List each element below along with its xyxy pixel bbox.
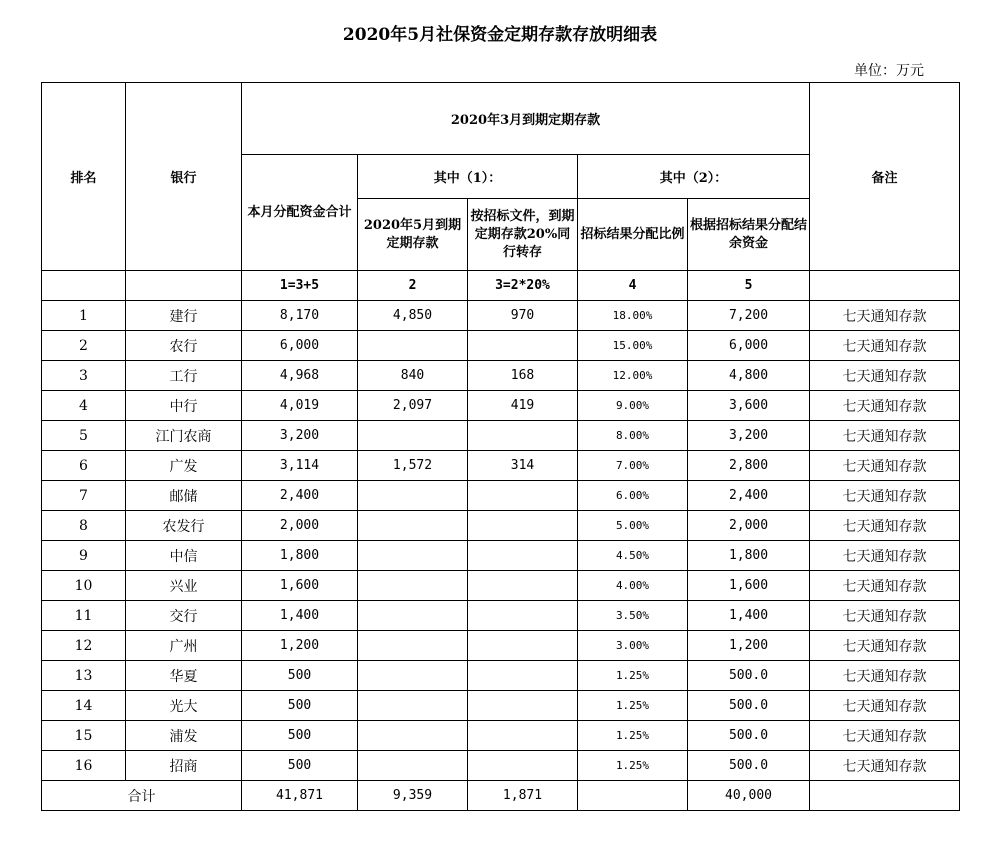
allocation-cell: 3,600: [688, 391, 810, 421]
bank-cell: 工行: [126, 361, 242, 391]
transfer-cell: [468, 421, 578, 451]
total-cell: 500: [242, 691, 358, 721]
table-row: [42, 481, 960, 511]
formula-cell: 5: [688, 271, 810, 301]
bank-cell: 建行: [126, 301, 242, 331]
due-cell: [358, 661, 468, 691]
allocation-cell: 1,400: [688, 601, 810, 631]
due-cell: [358, 631, 468, 661]
transfer-cell: 419: [468, 391, 578, 421]
table-row: [42, 751, 960, 781]
table-row: [42, 601, 960, 631]
header-monthly-total: 本月分配资金合计: [242, 155, 358, 271]
bank-cell: 农行: [126, 331, 242, 361]
ratio-cell: 1.25%: [578, 721, 688, 751]
rank-cell: 11: [42, 601, 126, 631]
due-cell: [358, 751, 468, 781]
rank-cell: 13: [42, 661, 126, 691]
transfer-cell: [468, 721, 578, 751]
transfer-cell: [468, 601, 578, 631]
totals-ratio-cell: [578, 781, 688, 811]
total-cell: 4,968: [242, 361, 358, 391]
totals-remark-cell: [810, 781, 960, 811]
rank-cell: 3: [42, 361, 126, 391]
total-cell: 1,400: [242, 601, 358, 631]
due-cell: [358, 481, 468, 511]
rank-cell: 8: [42, 511, 126, 541]
transfer-cell: [468, 691, 578, 721]
header-ratio: 招标结果分配比例: [578, 199, 688, 271]
allocation-cell: 500.0: [688, 661, 810, 691]
total-cell: 2,000: [242, 511, 358, 541]
bank-cell: 邮储: [126, 481, 242, 511]
bank-cell: 交行: [126, 601, 242, 631]
due-cell: 2,097: [358, 391, 468, 421]
totals-due-cell: 9,359: [358, 781, 468, 811]
table-body: [42, 271, 960, 811]
ratio-cell: 3.00%: [578, 631, 688, 661]
remark-cell: 七天通知存款: [810, 301, 960, 331]
remark-cell: 七天通知存款: [810, 331, 960, 361]
bank-cell: 中行: [126, 391, 242, 421]
totals-allocation-cell: 40,000: [688, 781, 810, 811]
rank-cell: 15: [42, 721, 126, 751]
table-row: [42, 571, 960, 601]
transfer-cell: 168: [468, 361, 578, 391]
due-cell: 1,572: [358, 451, 468, 481]
bank-cell: 光大: [126, 691, 242, 721]
bank-cell: 江门农商: [126, 421, 242, 451]
allocation-cell: 500.0: [688, 691, 810, 721]
allocation-cell: 2,400: [688, 481, 810, 511]
transfer-cell: [468, 751, 578, 781]
deposit-table: [41, 82, 960, 811]
formula-cell-empty: [42, 271, 126, 301]
total-cell: 500: [242, 661, 358, 691]
transfer-cell: [468, 331, 578, 361]
bank-cell: 中信: [126, 541, 242, 571]
ratio-cell: 15.00%: [578, 331, 688, 361]
table-row: [42, 331, 960, 361]
header-remark: 备注: [810, 83, 960, 271]
unit-label: 单位：万元: [854, 63, 924, 79]
totals-transfer-cell: 1,871: [468, 781, 578, 811]
ratio-cell: 4.00%: [578, 571, 688, 601]
rank-cell: 10: [42, 571, 126, 601]
formula-row: [42, 271, 960, 301]
transfer-cell: [468, 481, 578, 511]
ratio-cell: 9.00%: [578, 391, 688, 421]
due-cell: [358, 601, 468, 631]
table-row: [42, 301, 960, 331]
transfer-cell: [468, 541, 578, 571]
due-cell: [358, 571, 468, 601]
remark-cell: 七天通知存款: [810, 661, 960, 691]
remark-cell: 七天通知存款: [810, 421, 960, 451]
allocation-cell: 500.0: [688, 751, 810, 781]
header-group: 2020年3月到期定期存款: [242, 83, 810, 155]
header-allocation: 根据招标结果分配结余资金: [688, 199, 810, 271]
formula-cell-empty: [810, 271, 960, 301]
rank-cell: 7: [42, 481, 126, 511]
table-row: [42, 691, 960, 721]
bank-cell: 农发行: [126, 511, 242, 541]
allocation-cell: 7,200: [688, 301, 810, 331]
rank-cell: 9: [42, 541, 126, 571]
page-title: 2020年5月社保资金定期存款存放明细表: [342, 25, 658, 45]
rank-cell: 6: [42, 451, 126, 481]
total-cell: 2,400: [242, 481, 358, 511]
allocation-cell: 4,800: [688, 361, 810, 391]
remark-cell: 七天通知存款: [810, 601, 960, 631]
total-cell: 500: [242, 751, 358, 781]
bank-cell: 招商: [126, 751, 242, 781]
table-row: [42, 421, 960, 451]
rank-cell: 1: [42, 301, 126, 331]
due-cell: 840: [358, 361, 468, 391]
remark-cell: 七天通知存款: [810, 571, 960, 601]
totals-row: [42, 781, 960, 811]
transfer-cell: [468, 661, 578, 691]
rank-cell: 4: [42, 391, 126, 421]
rank-cell: 16: [42, 751, 126, 781]
bank-cell: 华夏: [126, 661, 242, 691]
table-row: [42, 361, 960, 391]
table-row: [42, 541, 960, 571]
bank-cell: 广州: [126, 631, 242, 661]
total-cell: 6,000: [242, 331, 358, 361]
due-cell: [358, 721, 468, 751]
allocation-cell: 2,800: [688, 451, 810, 481]
ratio-cell: 1.25%: [578, 661, 688, 691]
header-transfer: 按招标文件，到期定期存款20%同行转存: [468, 199, 578, 271]
total-cell: 1,600: [242, 571, 358, 601]
table-row: [42, 661, 960, 691]
formula-cell: 3=2*20%: [468, 271, 578, 301]
rank-cell: 2: [42, 331, 126, 361]
table-row: [42, 721, 960, 751]
transfer-cell: [468, 511, 578, 541]
ratio-cell: 18.00%: [578, 301, 688, 331]
total-cell: 500: [242, 721, 358, 751]
allocation-cell: 3,200: [688, 421, 810, 451]
table-row: [42, 391, 960, 421]
bank-cell: 兴业: [126, 571, 242, 601]
table-row: [42, 631, 960, 661]
totals-label: 合计: [42, 781, 242, 811]
totals-total-cell: 41,871: [242, 781, 358, 811]
ratio-cell: 12.00%: [578, 361, 688, 391]
ratio-cell: 3.50%: [578, 601, 688, 631]
ratio-cell: 1.25%: [578, 691, 688, 721]
total-cell: 3,200: [242, 421, 358, 451]
table-row: [42, 511, 960, 541]
remark-cell: 七天通知存款: [810, 481, 960, 511]
formula-cell: 2: [358, 271, 468, 301]
table-row: [42, 451, 960, 481]
bank-cell: 浦发: [126, 721, 242, 751]
header-rank: 排名: [42, 83, 126, 271]
remark-cell: 七天通知存款: [810, 691, 960, 721]
due-cell: [358, 421, 468, 451]
allocation-cell: 6,000: [688, 331, 810, 361]
total-cell: 4,019: [242, 391, 358, 421]
ratio-cell: 4.50%: [578, 541, 688, 571]
allocation-cell: 500.0: [688, 721, 810, 751]
remark-cell: 七天通知存款: [810, 451, 960, 481]
ratio-cell: 6.00%: [578, 481, 688, 511]
allocation-cell: 1,600: [688, 571, 810, 601]
remark-cell: 七天通知存款: [810, 631, 960, 661]
allocation-cell: 2,000: [688, 511, 810, 541]
transfer-cell: 970: [468, 301, 578, 331]
header-among-1: 其中（1）：: [358, 155, 578, 199]
total-cell: 1,800: [242, 541, 358, 571]
ratio-cell: 7.00%: [578, 451, 688, 481]
allocation-cell: 1,800: [688, 541, 810, 571]
ratio-cell: 8.00%: [578, 421, 688, 451]
header-due-deposit: 2020年5月到期定期存款: [358, 199, 468, 271]
due-cell: 4,850: [358, 301, 468, 331]
transfer-cell: [468, 571, 578, 601]
remark-cell: 七天通知存款: [810, 391, 960, 421]
transfer-cell: 314: [468, 451, 578, 481]
formula-cell: 4: [578, 271, 688, 301]
remark-cell: 七天通知存款: [810, 511, 960, 541]
remark-cell: 七天通知存款: [810, 361, 960, 391]
due-cell: [358, 541, 468, 571]
total-cell: 8,170: [242, 301, 358, 331]
formula-cell-empty: [126, 271, 242, 301]
header-among-2: 其中（2）：: [578, 155, 810, 199]
header-bank: 银行: [126, 83, 242, 271]
due-cell: [358, 331, 468, 361]
total-cell: 1,200: [242, 631, 358, 661]
formula-cell: 1=3+5: [242, 271, 358, 301]
ratio-cell: 1.25%: [578, 751, 688, 781]
rank-cell: 5: [42, 421, 126, 451]
due-cell: [358, 691, 468, 721]
due-cell: [358, 511, 468, 541]
allocation-cell: 1,200: [688, 631, 810, 661]
rank-cell: 12: [42, 631, 126, 661]
remark-cell: 七天通知存款: [810, 721, 960, 751]
total-cell: 3,114: [242, 451, 358, 481]
remark-cell: 七天通知存款: [810, 541, 960, 571]
remark-cell: 七天通知存款: [810, 751, 960, 781]
transfer-cell: [468, 631, 578, 661]
ratio-cell: 5.00%: [578, 511, 688, 541]
rank-cell: 14: [42, 691, 126, 721]
bank-cell: 广发: [126, 451, 242, 481]
